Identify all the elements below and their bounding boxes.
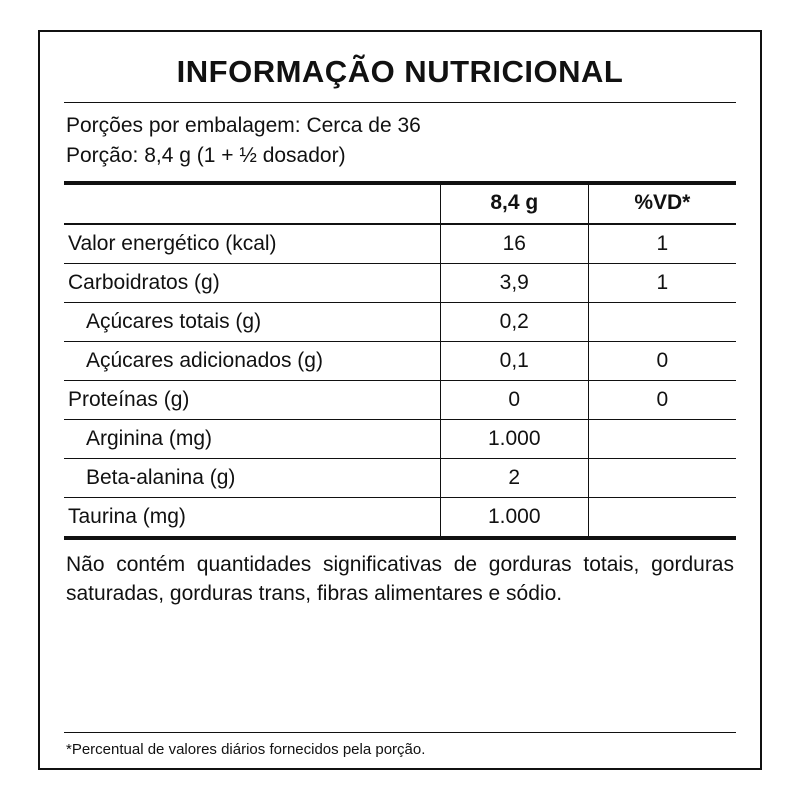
table-row bbox=[64, 458, 736, 497]
nutrient-amount: 1.000 bbox=[440, 419, 588, 458]
serving-info bbox=[64, 103, 736, 181]
column-header-amount: 8,4 g bbox=[440, 183, 588, 224]
nutrient-daily-value: 1 bbox=[588, 224, 736, 264]
table-row bbox=[64, 380, 736, 419]
column-header-nutrient bbox=[64, 183, 440, 224]
nutrient-daily-value bbox=[588, 302, 736, 341]
nutrition-table-head bbox=[64, 183, 736, 224]
nutrition-facts-content bbox=[40, 32, 760, 768]
daily-value-footnote: *Percentual de valores diários fornecidos pela porção. bbox=[64, 732, 736, 758]
nutrient-name: Beta-alanina (g) bbox=[64, 458, 440, 497]
table-row bbox=[64, 263, 736, 302]
table-row bbox=[64, 341, 736, 380]
nutrient-name: Açúcares adicionados (g) bbox=[64, 341, 440, 380]
no-significant-amounts-statement: Não contém quantidades significativas de gorduras totais, gorduras saturadas, gorduras trans, fibras alimentares e sódio. bbox=[64, 536, 736, 613]
nutrient-name: Valor energético (kcal) bbox=[64, 224, 440, 264]
nutrition-table bbox=[64, 181, 736, 536]
nutrient-amount: 1.000 bbox=[440, 497, 588, 536]
table-row bbox=[64, 224, 736, 264]
table-row bbox=[64, 497, 736, 536]
nutrient-name: Taurina (mg) bbox=[64, 497, 440, 536]
servings-per-package: Porções por embalagem: Cerca de 36 bbox=[66, 114, 421, 137]
nutrient-amount: 16 bbox=[440, 224, 588, 264]
nutrition-facts-panel bbox=[38, 30, 762, 770]
table-row bbox=[64, 302, 736, 341]
table-header-row bbox=[64, 183, 736, 224]
nutrient-name: Proteínas (g) bbox=[64, 380, 440, 419]
nutrient-daily-value: 0 bbox=[588, 380, 736, 419]
filler-space bbox=[64, 612, 736, 722]
page-title: INFORMAÇÃO NUTRICIONAL bbox=[176, 54, 624, 89]
nutrient-daily-value bbox=[588, 497, 736, 536]
nutrient-amount: 0,1 bbox=[440, 341, 588, 380]
nutrient-amount: 0 bbox=[440, 380, 588, 419]
column-header-daily-value: %VD* bbox=[588, 183, 736, 224]
nutrient-amount: 3,9 bbox=[440, 263, 588, 302]
nutrient-name: Açúcares totais (g) bbox=[64, 302, 440, 341]
nutrient-daily-value: 0 bbox=[588, 341, 736, 380]
nutrient-daily-value bbox=[588, 419, 736, 458]
nutrient-amount: 2 bbox=[440, 458, 588, 497]
nutrient-amount: 0,2 bbox=[440, 302, 588, 341]
nutrient-name: Arginina (mg) bbox=[64, 419, 440, 458]
nutrition-table-body bbox=[64, 224, 736, 536]
nutrient-name: Carboidratos (g) bbox=[64, 263, 440, 302]
nutrient-daily-value: 1 bbox=[588, 263, 736, 302]
table-row bbox=[64, 419, 736, 458]
nutrient-daily-value bbox=[588, 458, 736, 497]
serving-size: Porção: 8,4 g (1 + ½ dosador) bbox=[66, 143, 346, 167]
